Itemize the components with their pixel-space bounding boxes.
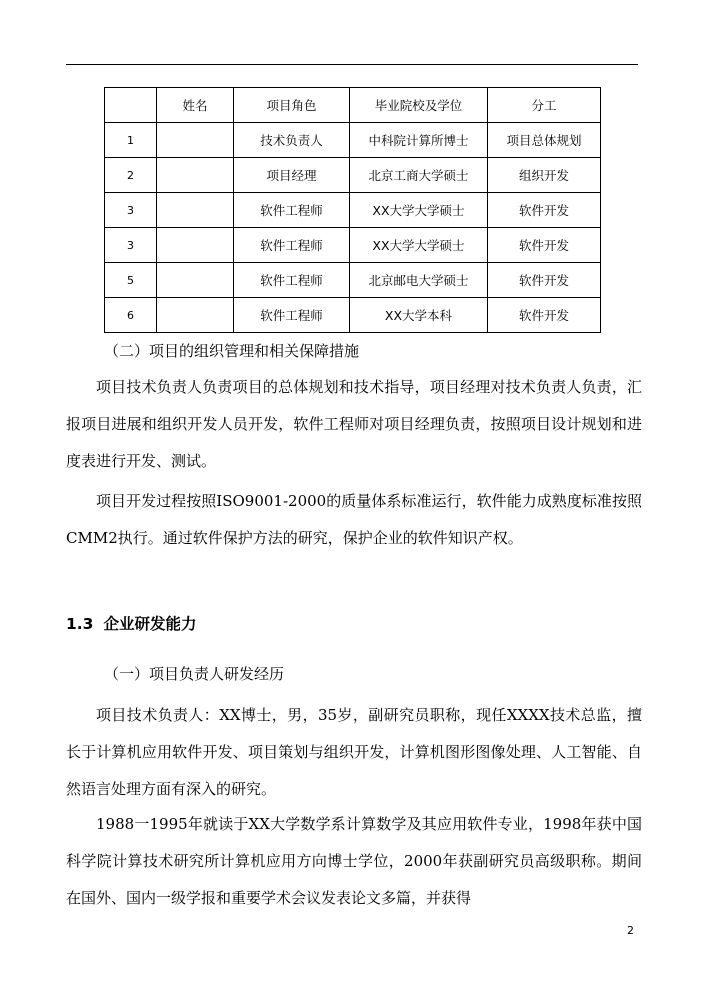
cell-duty: 组织开发 bbox=[488, 158, 601, 193]
cell-name bbox=[157, 158, 234, 193]
cell-name bbox=[157, 228, 234, 263]
cell-school: XX大学大学硕士 bbox=[350, 228, 488, 263]
section-title: 企业研发能力 bbox=[103, 615, 197, 633]
cell-role: 软件工程师 bbox=[234, 228, 350, 263]
table-row bbox=[105, 263, 601, 298]
cell-school: XX大学本科 bbox=[350, 298, 488, 333]
header-cell-no bbox=[105, 88, 157, 123]
cell-school: 北京工商大学硕士 bbox=[350, 158, 488, 193]
section-heading bbox=[66, 612, 196, 634]
cell-school: XX大学大学硕士 bbox=[350, 193, 488, 228]
paragraph-leader-education: 1988一1995年就读于XX大学数学系计算数学及其应用软件专业，1998年获中国科学院计算技术研究所计算机应用方向博士学位，2000年获副研究员高级职称。期间在国外、国内一级学报和重要学术会议发表论文多篇，并获得 bbox=[66, 815, 642, 907]
cell-role: 项目经理 bbox=[234, 158, 350, 193]
header-rule bbox=[66, 64, 638, 65]
cell-role: 软件工程师 bbox=[234, 193, 350, 228]
table-header-row bbox=[105, 88, 601, 123]
cell-role: 技术负责人 bbox=[234, 123, 350, 158]
header-cell-school: 毕业院校及学位 bbox=[350, 88, 488, 123]
cell-no: 3 bbox=[105, 228, 157, 263]
cell-duty: 软件开发 bbox=[488, 193, 601, 228]
cell-school: 中科院计算所博士 bbox=[350, 123, 488, 158]
cell-duty: 项目总体规划 bbox=[488, 123, 601, 158]
table-row bbox=[105, 298, 601, 333]
table-row bbox=[105, 228, 601, 263]
cell-role: 软件工程师 bbox=[234, 298, 350, 333]
cell-name bbox=[157, 193, 234, 228]
cell-name bbox=[157, 298, 234, 333]
section-number: 1.3 bbox=[66, 615, 94, 633]
paragraph-org-management: 项目技术负责人负责项目的总体规划和技术指导，项目经理对技术负责人负责，汇报项目进展和组织开发人员开发，软件工程师对项目经理负责，按照项目设计规划和进度表进行开发、测试。 bbox=[66, 378, 642, 470]
team-table bbox=[104, 87, 601, 333]
page-number: 2 bbox=[627, 924, 634, 937]
cell-duty: 软件开发 bbox=[488, 298, 601, 333]
header-cell-role: 项目角色 bbox=[234, 88, 350, 123]
cell-role: 软件工程师 bbox=[234, 263, 350, 298]
section-b-title: （二）项目的组织管理和相关保障措施 bbox=[104, 342, 360, 360]
table-row bbox=[105, 123, 601, 158]
header-cell-name: 姓名 bbox=[157, 88, 234, 123]
table-row bbox=[105, 158, 601, 193]
cell-no: 3 bbox=[105, 193, 157, 228]
cell-name bbox=[157, 123, 234, 158]
cell-duty: 软件开发 bbox=[488, 263, 601, 298]
table-row bbox=[105, 193, 601, 228]
cell-no: 2 bbox=[105, 158, 157, 193]
paragraph-leader-profile: 项目技术负责人：XX博士，男，35岁，副研究员职称，现任XXXX技术总监，擅长于计算机应用软件开发、项目策划与组织开发，计算机图形图像处理、人工智能、自然语言处理方面有深入的研究。 bbox=[66, 706, 642, 798]
cell-no: 5 bbox=[105, 263, 157, 298]
paragraph-quality-standard: 项目开发过程按照ISO9001-2000的质量体系标准运行，软件能力成熟度标准按照CMM2执行。通过软件保护方法的研究，保护企业的软件知识产权。 bbox=[66, 492, 642, 547]
cell-no: 1 bbox=[105, 123, 157, 158]
header-cell-duty: 分工 bbox=[488, 88, 601, 123]
cell-school: 北京邮电大学硕士 bbox=[350, 263, 488, 298]
section-a-title: （一）项目负责人研发经历 bbox=[104, 665, 285, 683]
cell-duty: 软件开发 bbox=[488, 228, 601, 263]
cell-no: 6 bbox=[105, 298, 157, 333]
cell-name bbox=[157, 263, 234, 298]
